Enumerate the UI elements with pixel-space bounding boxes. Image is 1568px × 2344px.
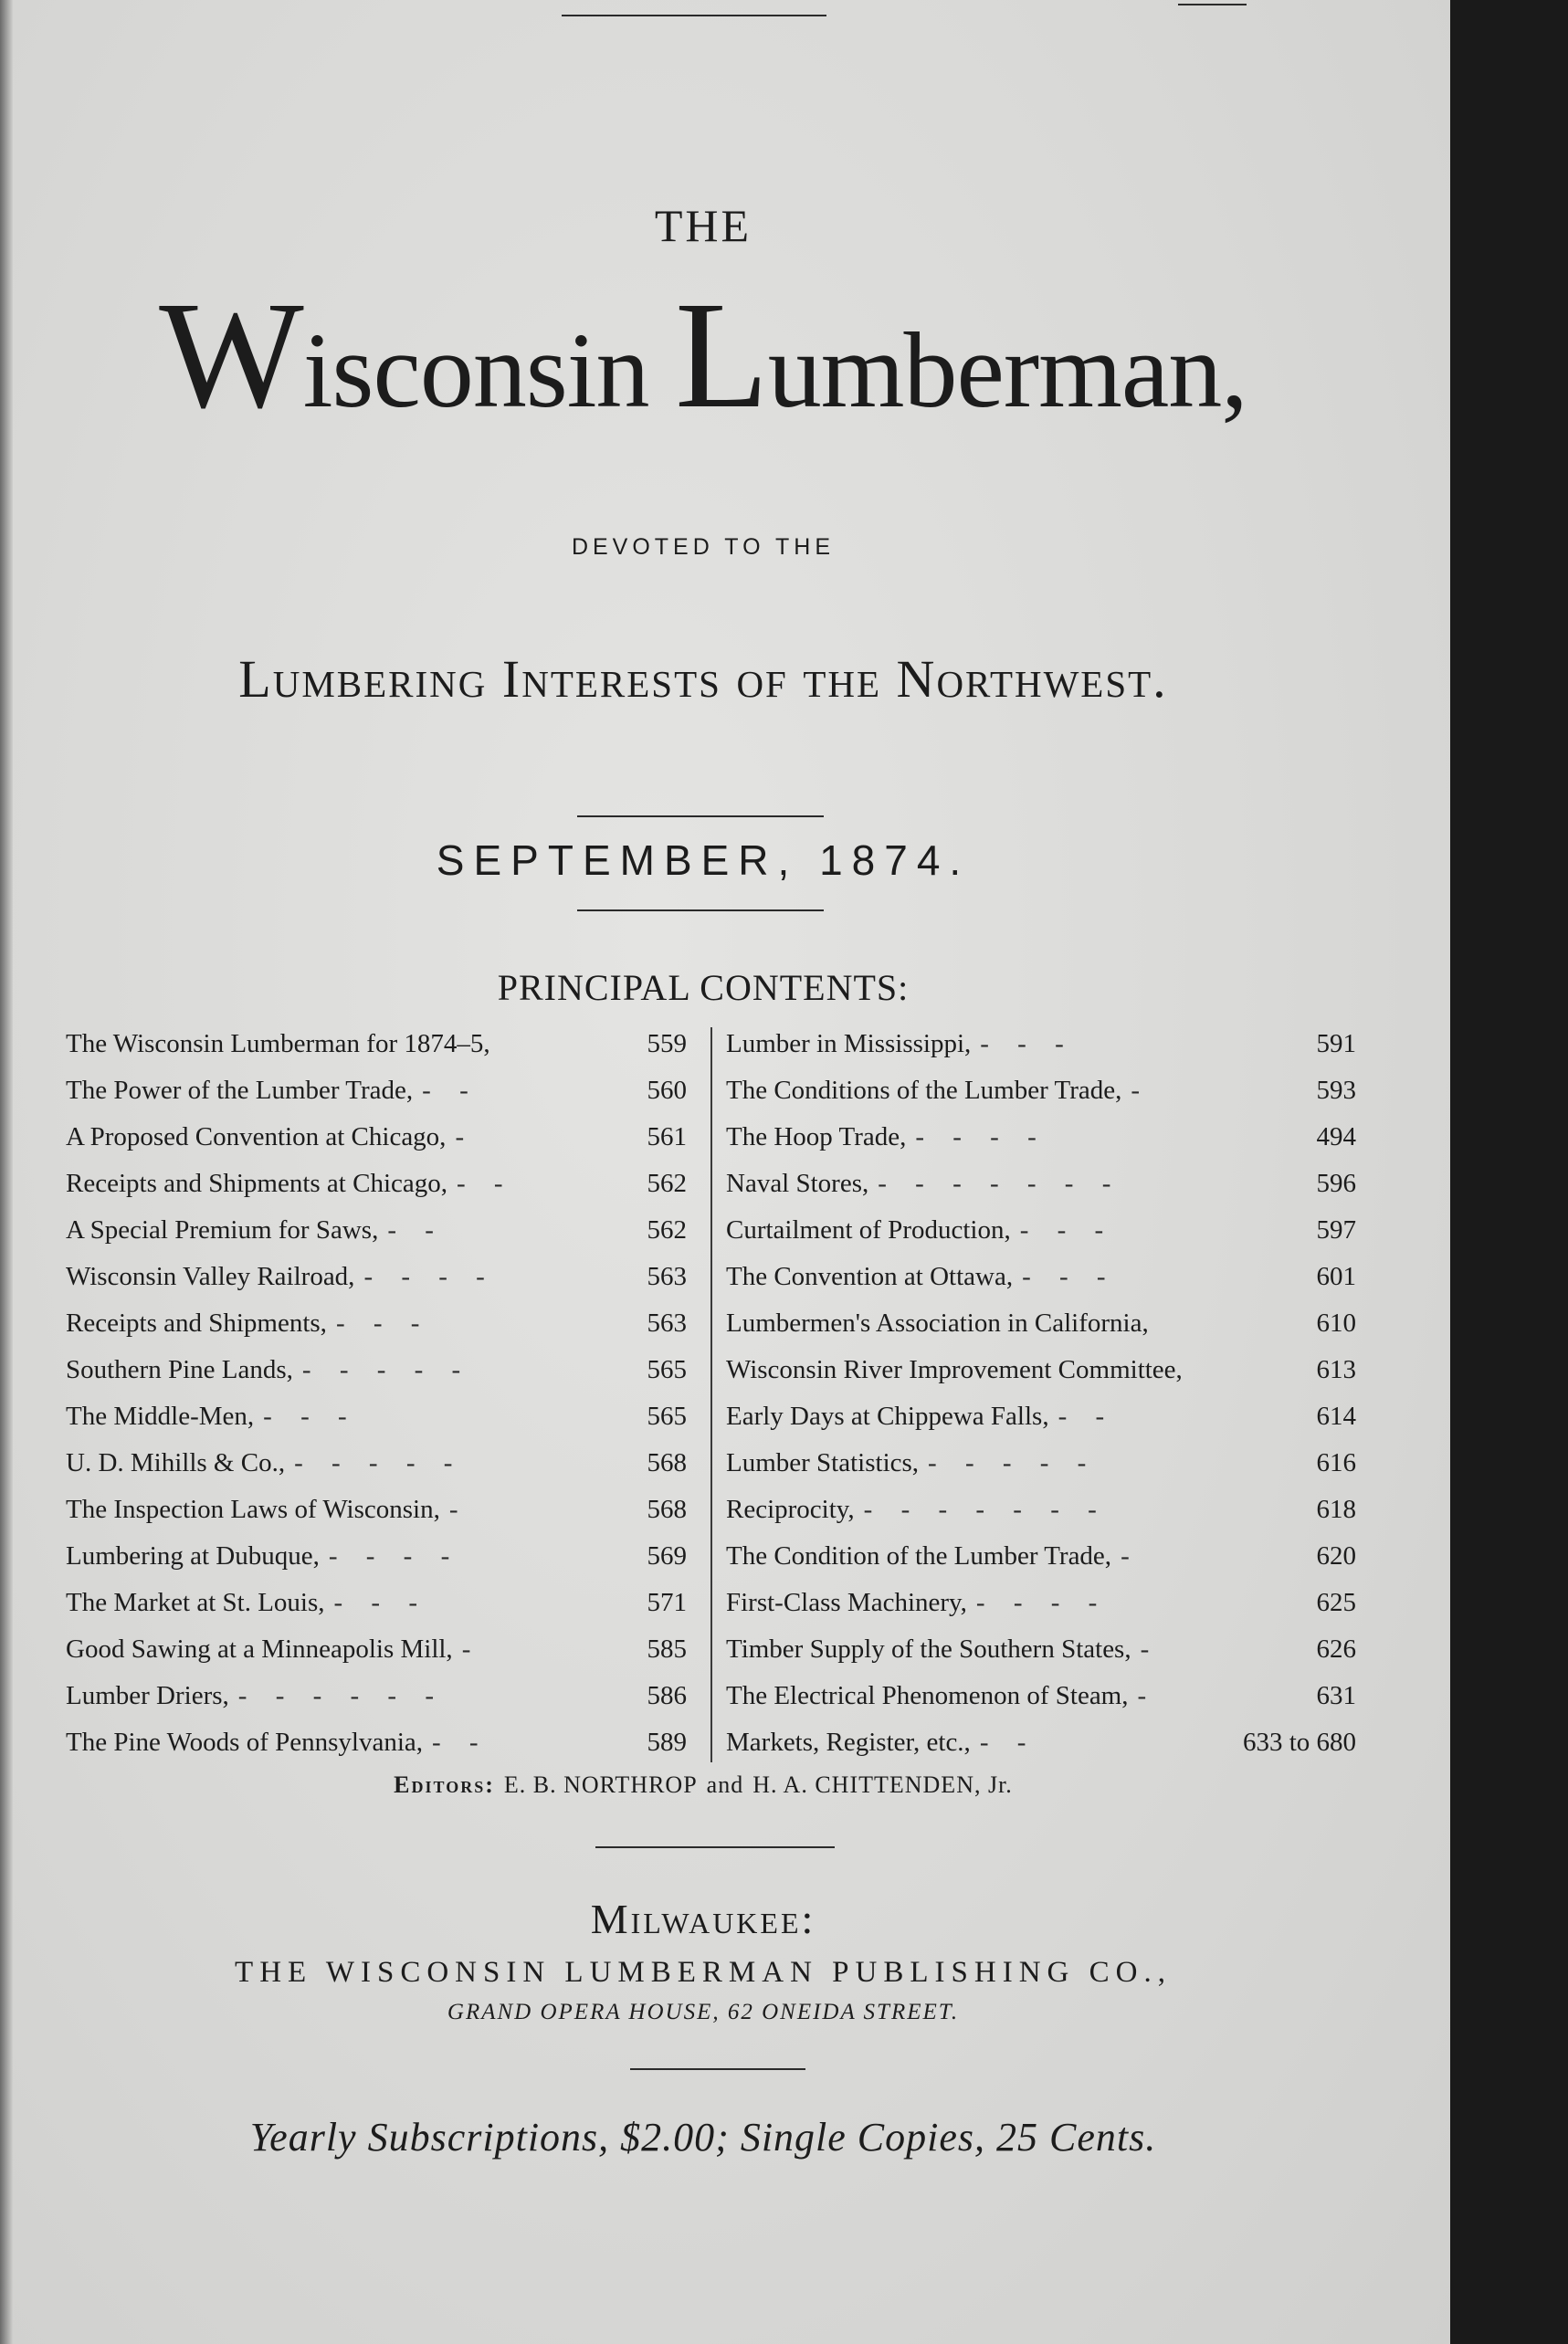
contents-entry-title: Lumbermen's Association in California, [726, 1309, 1149, 1338]
contents-entry-page: 563 [647, 1262, 687, 1291]
editors-rule [595, 1846, 835, 1848]
devoted-line: DEVOTED TO THE [571, 534, 836, 560]
contents-entry-title: The Conditions of the Lumber Trade, [726, 1076, 1122, 1105]
contents-entry-title: Wisconsin Valley Railroad, [66, 1262, 355, 1291]
contents-entry-page: 614 [1316, 1402, 1356, 1431]
contents-entry-page: 596 [1316, 1169, 1356, 1198]
top-rule [562, 15, 826, 16]
contents-entry-title: The Inspection Laws of Wisconsin, [66, 1495, 440, 1524]
contents-entry-page: 568 [647, 1448, 687, 1477]
contents-entry-page: 593 [1316, 1076, 1356, 1105]
contents-entry [66, 1067, 687, 1114]
contents-entry-page: 613 [1316, 1355, 1356, 1384]
contents-entry-leader: - - - [1019, 1215, 1115, 1245]
contents-entry-leader: - - [432, 1728, 489, 1757]
date-rule-top [577, 815, 824, 817]
contents-entry-title: Curtailment of Production, [726, 1215, 1011, 1245]
date-rule-bottom [577, 909, 824, 911]
editor-1: E. B. NORTHROP [503, 1771, 698, 1798]
contents-entry [66, 1161, 687, 1207]
contents-entry-leader: - - - - [328, 1541, 461, 1571]
contents-entry-leader [490, 1021, 623, 1067]
contents-entry-title: The Power of the Lumber Trade, [66, 1076, 414, 1105]
editors-line [0, 1771, 1406, 1799]
address-rule [630, 2068, 805, 2070]
contents-entry-leader: - - - - [915, 1122, 1047, 1151]
contents-entry-page: 620 [1316, 1541, 1356, 1571]
contents-entry [726, 1021, 1356, 1067]
contents-left-column [66, 1021, 687, 1766]
contents-entry [726, 1580, 1356, 1626]
contents-entry-page: 633 to 680 [1242, 1728, 1356, 1757]
contents-entry-leader: - [1137, 1681, 1158, 1710]
contents-entry-title: Lumber in Mississippi, [726, 1029, 972, 1058]
contents-entry [66, 1114, 687, 1161]
issue-date: SEPTEMBER, 1874. [436, 836, 971, 884]
contents-entry-title: Naval Stores, [726, 1169, 869, 1198]
contents-entry-title: Timber Supply of the Southern States, [726, 1634, 1131, 1664]
subscription-prices: Yearly Subscriptions, $2.00; Single Copies, 25 Cents. [249, 2115, 1157, 2160]
contents-entry [66, 1626, 687, 1673]
contents-entry [66, 1021, 687, 1067]
contents-entry-leader: - - - [980, 1029, 1075, 1058]
contents-entry [726, 1207, 1356, 1254]
contents-entry-page: 565 [647, 1355, 687, 1384]
contents-entry-page: 601 [1316, 1262, 1356, 1291]
contents-entry-leader: - - - - [975, 1588, 1109, 1617]
contents-entry-leader: - - - - - [928, 1448, 1098, 1477]
contents-entry-page: 625 [1316, 1588, 1356, 1617]
contents-entry-leader: - - - [335, 1309, 431, 1338]
contents-entry-title: Wisconsin River Improvement Committee, [726, 1355, 1183, 1384]
contents-entry-title: Receipts and Shipments, [66, 1309, 327, 1338]
contents-entry-title: Southern Pine Lands, [66, 1355, 293, 1384]
contents-heading: PRINCIPAL CONTENTS: [497, 967, 910, 1008]
contents-entry-leader: - [461, 1634, 482, 1664]
contents-entry-title: The Hoop Trade, [726, 1122, 907, 1151]
contents-entry [726, 1719, 1356, 1766]
contents-entry [726, 1254, 1356, 1300]
contents-entry-page: 494 [1316, 1122, 1356, 1151]
contents-entry-leader [1183, 1347, 1292, 1393]
publisher-name: THE WISCONSIN LUMBERMAN PUBLISHING CO., [235, 1956, 1172, 1989]
contents-entry [66, 1393, 687, 1440]
title-article: THE [654, 200, 752, 251]
contents-entry-page: 589 [647, 1728, 687, 1757]
contents-entry [66, 1580, 687, 1626]
contents-entry-title: The Middle-Men, [66, 1402, 255, 1431]
contents-entry [726, 1673, 1356, 1719]
contents-entry [66, 1719, 687, 1766]
contents-entry [66, 1300, 687, 1347]
contents-entry [726, 1347, 1356, 1393]
subtitle: Lumbering Interests of the Northwest. [238, 649, 1168, 709]
contents-entry-title: Reciprocity, [726, 1495, 855, 1524]
contents-entry-page: 591 [1316, 1029, 1356, 1058]
contents-entry-leader: - - - - - - - [863, 1495, 1108, 1524]
contents-entry-page: 571 [647, 1588, 687, 1617]
contents-entry-page: 563 [647, 1309, 687, 1338]
contents-entry-leader: - - - [333, 1588, 428, 1617]
contents-entry-title: Lumber Statistics, [726, 1448, 920, 1477]
editors-conjunction: and [706, 1771, 744, 1798]
contents-entry-title: Early Days at Chippewa Falls, [726, 1402, 1049, 1431]
contents-entry-title: Lumbering at Dubuque, [66, 1541, 320, 1571]
contents-entry-leader: - - - [263, 1402, 358, 1431]
contents-entry [66, 1440, 687, 1487]
contents-right-column [726, 1021, 1356, 1766]
contents-entry-leader: - [455, 1122, 476, 1151]
contents-entry-leader: - [1131, 1076, 1152, 1105]
contents-entry-title: The Condition of the Lumber Trade, [726, 1541, 1112, 1571]
contents-entry-leader: - - [457, 1169, 514, 1198]
masthead-initial-w: W [159, 270, 303, 440]
masthead-word-1: isconsin [302, 310, 676, 430]
contents-entry-leader: - - - - - [301, 1355, 472, 1384]
contents-entry-page: 597 [1316, 1215, 1356, 1245]
contents-entry [726, 1114, 1356, 1161]
publisher-address: GRAND OPERA HOUSE, 62 ONEIDA STREET. [447, 2000, 960, 2024]
contents-entry-title: Markets, Register, etc., [726, 1728, 971, 1757]
contents-entry-page: 561 [647, 1122, 687, 1151]
contents-entry-title: U. D. Mihills & Co., [66, 1448, 286, 1477]
contents-entry-page: 631 [1316, 1681, 1356, 1710]
contents-entry-page: 562 [647, 1215, 687, 1245]
contents-entry-page: 626 [1316, 1634, 1356, 1664]
contents-entry-page: 562 [647, 1169, 687, 1198]
contents-entry-page: 568 [647, 1495, 687, 1524]
contents-entry-page: 560 [647, 1076, 687, 1105]
top-rule-right [1178, 4, 1247, 5]
contents-entry-title: The Market at St. Louis, [66, 1588, 325, 1617]
contents-entry-page: 565 [647, 1402, 687, 1431]
contents-entry-page: 616 [1316, 1448, 1356, 1477]
contents-entry-title: Lumber Driers, [66, 1681, 229, 1710]
contents-entry-leader: - [448, 1495, 469, 1524]
contents-entry [726, 1393, 1356, 1440]
contents-entry-page: 618 [1316, 1495, 1356, 1524]
contents-entry-page: 569 [647, 1541, 687, 1571]
contents-entry [66, 1207, 687, 1254]
contents-entry-title: The Pine Woods of Pennsylvania, [66, 1728, 424, 1757]
masthead-word-2: umberman, [767, 310, 1247, 430]
contents-entry [726, 1626, 1356, 1673]
contents-entry-leader: - [1140, 1634, 1161, 1664]
contents-column-divider [710, 1027, 712, 1762]
contents-entry-title: A Special Premium for Saws, [66, 1215, 379, 1245]
contents-entry-leader: - - [387, 1215, 445, 1245]
contents-entry-leader: - - - - - - [237, 1681, 445, 1710]
contents-entry-page: 585 [647, 1634, 687, 1664]
contents-entry-leader: - - - - - - - [878, 1169, 1122, 1198]
contents-entry-title: The Wisconsin Lumberman for 1874–5, [66, 1029, 490, 1058]
publisher-city: Milwaukee: [590, 1896, 816, 1942]
contents-entry [66, 1487, 687, 1533]
contents-entry-page: 559 [647, 1029, 687, 1058]
contents-entry [726, 1300, 1356, 1347]
contents-entry [66, 1347, 687, 1393]
contents-entry-leader: - [1121, 1541, 1141, 1571]
contents-entry [726, 1440, 1356, 1487]
contents-entry-page: 610 [1316, 1309, 1356, 1338]
contents-entry-title: Receipts and Shipments at Chicago, [66, 1169, 448, 1198]
contents-entry [726, 1533, 1356, 1580]
contents-entry-leader: - - - - [363, 1262, 496, 1291]
masthead-initial-l: L [675, 270, 768, 440]
contents-entry-title: A Proposed Convention at Chicago, [66, 1122, 447, 1151]
contents-entry-title: Good Sawing at a Minneapolis Mill, [66, 1634, 453, 1664]
contents-entry [66, 1673, 687, 1719]
masthead-title [0, 270, 1406, 440]
contents-entry-leader: - - [1058, 1402, 1116, 1431]
contents-entry [726, 1487, 1356, 1533]
contents-entry-leader [1149, 1300, 1292, 1347]
contents-entry-page: 586 [647, 1681, 687, 1710]
contents-entry-leader: - - [979, 1728, 1037, 1757]
contents-entry-title: The Electrical Phenomenon of Steam, [726, 1681, 1129, 1710]
contents-entry [726, 1161, 1356, 1207]
contents-entry-leader: - - - - - [294, 1448, 464, 1477]
editor-2: H. A. CHITTENDEN, Jr. [752, 1771, 1013, 1798]
contents-entry [66, 1533, 687, 1580]
contents-entry-title: First-Class Machinery, [726, 1588, 967, 1617]
contents-entry [726, 1067, 1356, 1114]
contents-entry-leader: - - [422, 1076, 479, 1105]
contents-entry-leader: - - - [1022, 1262, 1117, 1291]
editors-label: Editors: [394, 1771, 495, 1798]
contents-entry-title: The Convention at Ottawa, [726, 1262, 1014, 1291]
contents-entry [66, 1254, 687, 1300]
